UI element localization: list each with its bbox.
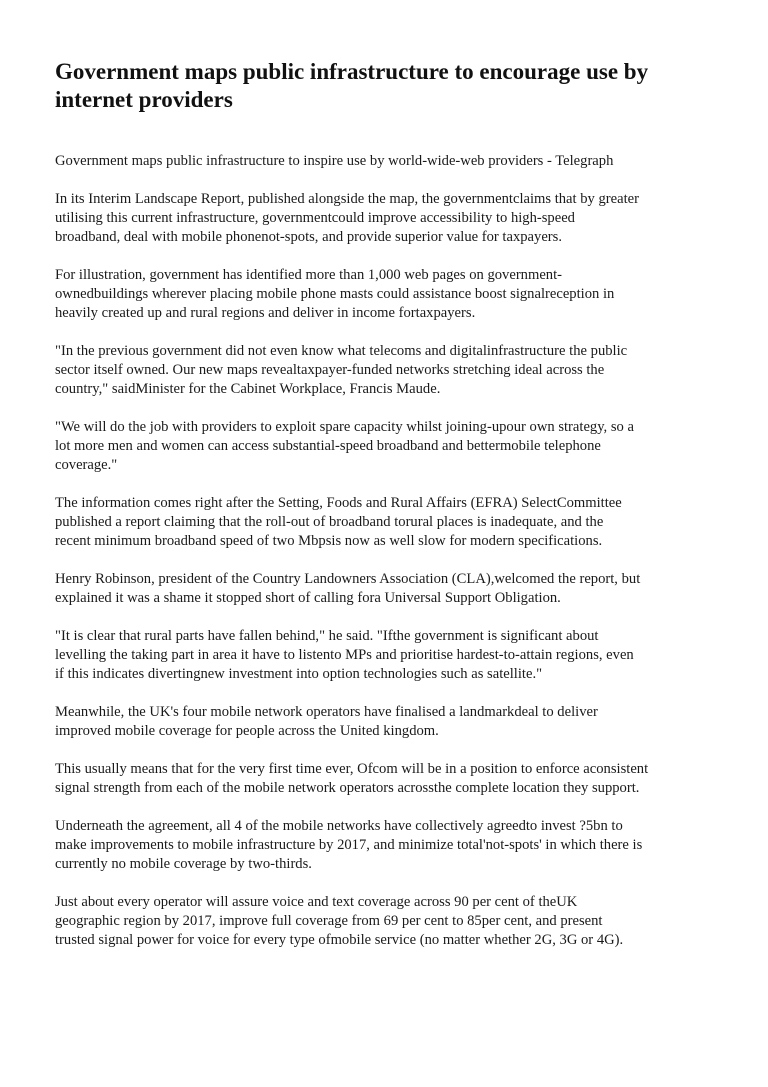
paragraph-line: recent minimum broadband speed of two Mbpsis now as well slow for modern specifications. <box>55 533 603 549</box>
paragraph-line: Underneath the agreement, all 4 of the mobile networks have collectively agreedto invest ?5bn to <box>55 818 623 834</box>
paragraph-line: signal strength from each of the mobile network operators acrossthe complete location they support. <box>55 780 640 796</box>
paragraph-line: heavily created up and rural regions and deliver in income fortaxpayers. <box>55 305 476 321</box>
paragraph <box>55 342 735 399</box>
article-body <box>55 152 735 950</box>
title-line: Government maps public infrastructure to encourage use by <box>55 59 649 84</box>
article-title <box>55 58 735 114</box>
paragraph-line: Meanwhile, the UK's four mobile network operators have finalised a landmarkdeal to deliver <box>55 704 598 720</box>
paragraph-line: explained it was a shame it stopped short of calling fora Universal Support Obligation. <box>55 590 561 606</box>
paragraph-line: Government maps public infrastructure to inspire use by world-wide-web providers - Telegraph <box>55 153 614 169</box>
paragraph <box>55 266 735 323</box>
paragraph-line: For illustration, government has identified more than 1,000 web pages on government- <box>55 267 563 283</box>
paragraph <box>55 703 735 741</box>
paragraph-line: improved mobile coverage for people across the United kingdom. <box>55 723 439 739</box>
paragraph <box>55 190 735 247</box>
paragraph-line: In its Interim Landscape Report, published alongside the map, the governmentclaims that by greater <box>55 191 639 207</box>
paragraph-line: trusted signal power for voice for every type ofmobile service (no matter whether 2G, 3G or 4G). <box>55 932 624 948</box>
title-line: internet providers <box>55 87 233 112</box>
paragraph-line: "It is clear that rural parts have fallen behind," he said. "Ifthe government is significant about <box>55 628 599 644</box>
paragraph-line: make improvements to mobile infrastructure by 2017, and minimize total'not-spots' in which there is <box>55 837 643 853</box>
paragraph <box>55 627 735 684</box>
paragraph-line: published a report claiming that the roll-out of broadband torural places is inadequate, and the <box>55 514 604 530</box>
paragraph <box>55 494 735 551</box>
paragraph-line: "We will do the job with providers to exploit spare capacity whilst joining-upour own strategy, so a <box>55 419 634 435</box>
paragraph-line: sector itself owned. Our new maps revealtaxpayer-funded networks stretching ideal across the <box>55 362 605 378</box>
paragraph-line: levelling the taking part in area it have to listento MPs and prioritise hardest-to-attain regions, even <box>55 647 634 663</box>
paragraph-line: if this indicates divertingnew investment into option technologies such as satellite." <box>55 666 543 682</box>
paragraph-line: "In the previous government did not even know what telecoms and digitalinfrastructure the public <box>55 343 628 359</box>
paragraph-line: The information comes right after the Setting, Foods and Rural Affairs (EFRA) SelectCommittee <box>55 495 622 511</box>
paragraph <box>55 570 735 608</box>
paragraph <box>55 893 735 950</box>
paragraph-line: geographic region by 2017, improve full coverage from 69 per cent to 85per cent, and present <box>55 913 603 929</box>
paragraph-line: ownedbuildings wherever placing mobile phone masts could assistance boost signalreception in <box>55 286 615 302</box>
paragraph <box>55 760 735 798</box>
paragraph-line: Henry Robinson, president of the Country Landowners Association (CLA),welcomed the report, but <box>55 571 641 587</box>
paragraph-line: This usually means that for the very first time ever, Ofcom will be in a position to enforce aconsistent <box>55 761 649 777</box>
paragraph-line: country," saidMinister for the Cabinet Workplace, Francis Maude. <box>55 381 441 397</box>
paragraph-line: currently no mobile coverage by two-thirds. <box>55 856 312 872</box>
paragraph <box>55 418 735 475</box>
document-page <box>55 58 735 969</box>
paragraph <box>55 817 735 874</box>
paragraph-line: Just about every operator will assure voice and text coverage across 90 per cent of theUK <box>55 894 578 910</box>
paragraph-line: utilising this current infrastructure, governmentcould improve accessibility to high-speed <box>55 210 575 226</box>
paragraph-line: lot more men and women can access substantial-speed broadband and bettermobile telephone <box>55 438 601 454</box>
paragraph-line: coverage." <box>55 457 118 473</box>
paragraph <box>55 152 735 171</box>
paragraph-line: broadband, deal with mobile phonenot-spots, and provide superior value for taxpayers. <box>55 229 562 245</box>
